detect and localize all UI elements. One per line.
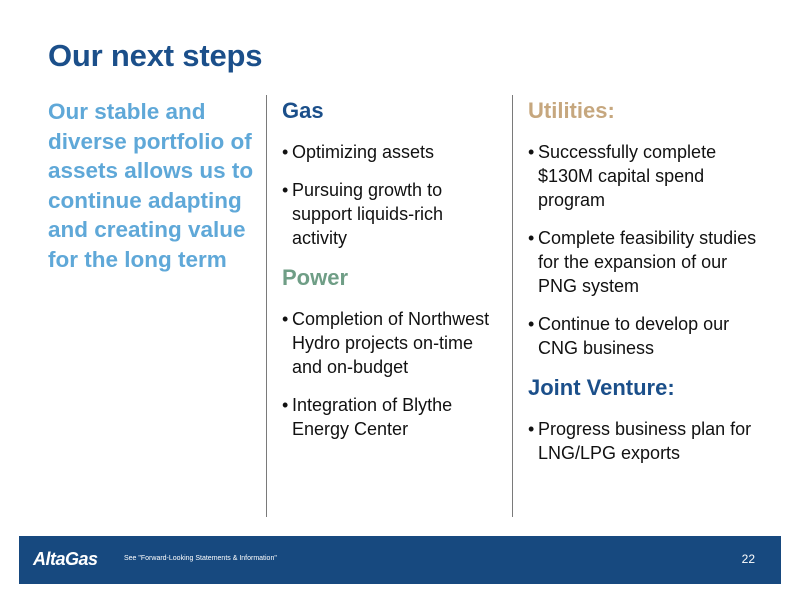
joint-venture-bullet-list: [528, 417, 763, 465]
power-heading: Power: [282, 265, 349, 290]
power-bullet: • Integration of Blythe Energy Center: [282, 393, 502, 441]
gas-heading: Gas: [282, 98, 324, 123]
column-divider-right: [512, 95, 513, 517]
column-divider-left: [266, 95, 267, 517]
utilities-heading: Utilities:: [528, 98, 615, 123]
gas-bullet: • Pursuing growth to support liquids-rich activity: [282, 178, 502, 250]
utilities-bullet: • Continue to develop our CNG business: [528, 312, 763, 360]
footer-bar: [19, 536, 781, 584]
gas-power-column: [282, 97, 502, 455]
gas-bullet-list: [282, 140, 502, 250]
altagas-logo: AltaGas: [33, 549, 98, 569]
utilities-bullet: • Complete feasibility studies for the expansion of our PNG system: [528, 226, 763, 298]
lead-statement: Our stable and diverse portfolio of assets allows us to continue adapting and creating value for the long term: [48, 99, 254, 272]
joint-venture-bullet: • Progress business plan for LNG/LPG exports: [528, 417, 763, 465]
footer-disclaimer: See "Forward-Looking Statements & Information": [124, 555, 277, 562]
utilities-bullet: • Successfully complete $130M capital spend program: [528, 140, 763, 212]
utilities-bullet-list: [528, 140, 763, 360]
slide-title: Our next steps: [48, 38, 263, 73]
page-number: 22: [741, 552, 755, 566]
gas-bullet: • Optimizing assets: [282, 140, 502, 164]
power-bullet: • Completion of Northwest Hydro projects on-time and on-budget: [282, 307, 502, 379]
utilities-jv-column: [528, 97, 763, 479]
joint-venture-heading: Joint Venture:: [528, 375, 675, 400]
power-bullet-list: [282, 307, 502, 441]
